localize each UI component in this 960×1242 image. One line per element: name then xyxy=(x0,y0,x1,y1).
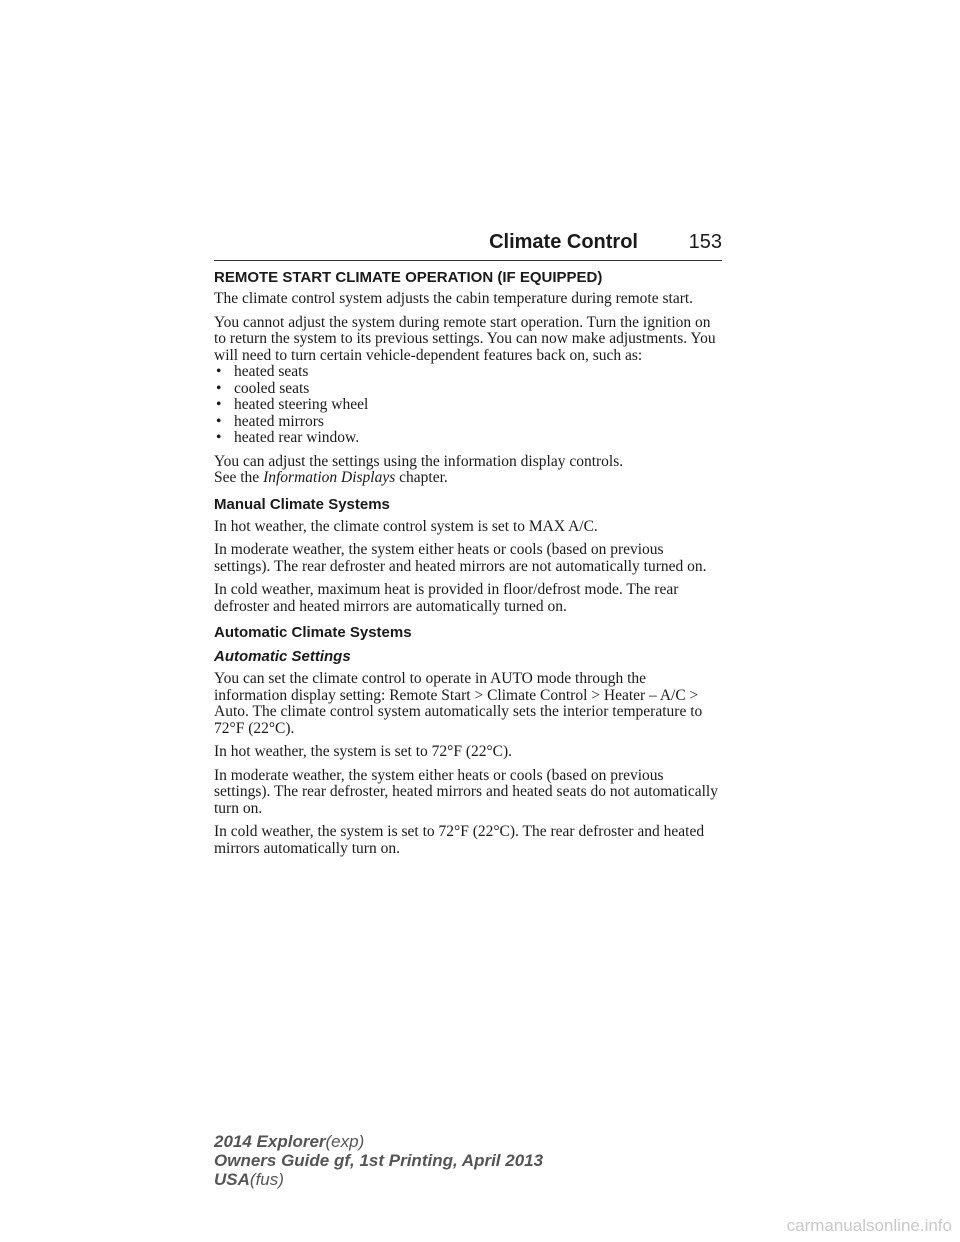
automatic-subheading: Automatic Settings xyxy=(214,648,351,665)
page-header xyxy=(214,228,722,261)
watermark-link[interactable]: carmanualsonline.info xyxy=(786,1216,952,1235)
bullet-icon: • xyxy=(216,363,222,380)
manual-heading: Manual Climate Systems xyxy=(214,495,390,513)
automatic-heading: Automatic Climate Systems xyxy=(214,624,412,641)
intro-paragraph: The climate control system adjusts the cabin temperature during remote start. xyxy=(214,290,694,307)
footer-line-2: Owners Guide gf, 1st Printing, April 2013 xyxy=(214,1151,544,1170)
bullet-icon: • xyxy=(216,429,222,446)
list-item: • heated rear window. xyxy=(216,429,360,446)
feature-list xyxy=(214,364,722,447)
remote-start-paragraph: You cannot adjust the system during remote start operation. Turn the ignition on to return the system to its previous settings. You can now make adjustments. You will need to turn certain vehicle-dependent features back on, such as: xyxy=(214,313,716,364)
list-item: • heated steering wheel xyxy=(216,396,369,413)
section-heading: REMOTE START CLIMATE OPERATION (IF EQUIPPED) xyxy=(214,269,603,286)
automatic-auto-paragraph: You can set the climate control to operate in AUTO mode through the information display setting: Remote Start > Climate Control > Heater – A/C > Auto. The climate control system automatically sets the interior temperature to 72°F (22°C). xyxy=(214,670,703,737)
page-footer xyxy=(214,1132,543,1189)
footer-line-3: USA(fus) xyxy=(214,1170,284,1189)
bullet-icon: • xyxy=(216,396,222,413)
list-item: • heated seats xyxy=(216,363,309,380)
automatic-cold-paragraph: In cold weather, the system is set to 72°F (22°C). The rear defroster and heated mirrors automatically turn on. xyxy=(214,823,705,857)
page-number: 153 xyxy=(688,231,722,253)
footer-line-1: 2014 Explorer(exp) xyxy=(214,1132,365,1151)
chapter-title: Climate Control xyxy=(489,231,638,253)
manual-hot-paragraph: In hot weather, the climate control system is set to MAX A/C. xyxy=(214,517,598,535)
automatic-moderate-paragraph: In moderate weather, the system either heats or cools (based on previous settings). The rear defroster, heated mirrors and heated seats do not automatically turn on. xyxy=(214,766,718,817)
automatic-hot-paragraph: In hot weather, the system is set to 72°F (22°C). xyxy=(214,743,513,760)
settings-paragraph: You can adjust the settings using the information display controls. See the Information Displays chapter. xyxy=(214,452,624,486)
manual-cold-paragraph: In cold weather, maximum heat is provided in floor/defrost mode. The rear defroster and heated mirrors are automatically turned on. xyxy=(214,581,679,615)
chapter-reference: Information Displays xyxy=(263,469,396,486)
bullet-icon: • xyxy=(216,379,222,397)
page-content xyxy=(214,268,722,864)
list-item: • cooled seats xyxy=(216,379,310,397)
manual-moderate-paragraph: In moderate weather, the system either heats or cools (based on previous settings). The rear defroster and heated mirrors are not automatically turned on. xyxy=(214,541,707,575)
list-item: • heated mirrors xyxy=(216,412,324,430)
bullet-icon: • xyxy=(216,412,222,430)
